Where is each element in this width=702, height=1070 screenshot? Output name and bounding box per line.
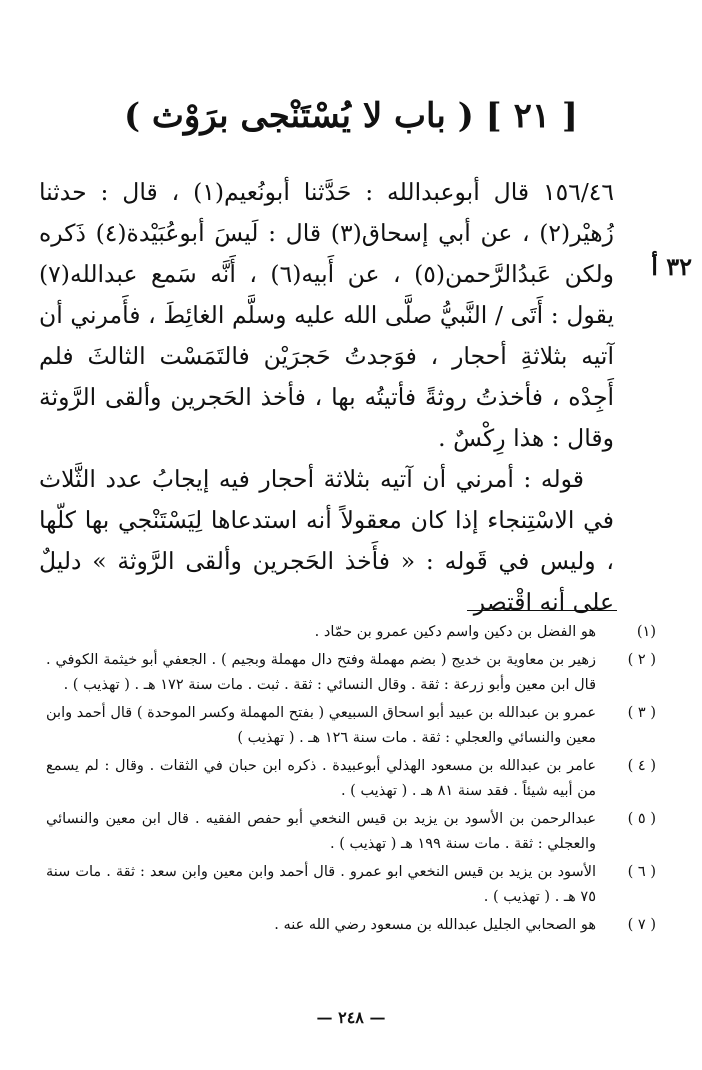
footnote: [46, 860, 656, 910]
footnote: [46, 913, 656, 938]
footnote-text: زهير بن معاوية بن خديج ( بضم مهملة وفتح دال مهملة وبجيم ) . الجعفي أبو خيثمة الكوفي . قال ابن معين وأبو زرعة : ثقة . وقال النسائي : ثقة . ثبت . مات سنة ١٧٢ هـ . ( تهذيب ) .: [46, 652, 596, 693]
footnote: [46, 648, 656, 698]
footnote-number: ( ٧ ): [627, 917, 656, 933]
margin-folio-note: ٣٢ أ: [651, 252, 692, 281]
footnote-number: ( ٣ ): [627, 705, 656, 721]
footnote-text: عمرو بن عبدالله بن عبيد أبو اسحاق السبيعي ( بفتح المهملة وكسر الموحدة ) قال أحمد وابن معين والنسائي والعجلي : ثقة . مات سنة ١٢٦ هـ . ( تهذيب ): [46, 705, 596, 746]
footnote: [46, 754, 656, 804]
footnotes: [46, 620, 656, 941]
main-text: [39, 172, 614, 623]
hadith-paragraph: ١٥٦/٤٦ قال أبوعبدالله : حَدَّثنا أبونُعيم(١) ، قال : حدثنا زُهيْر(٢) ، عن أبي إسحاق(٣) قال : لَيسَ أبوعُبَيْدة(٤) ذَكره ولكن عَبدُالرَّحمن(٥) ، عن أَبيه(٦) ، أَنَّه سَمع عبدالله(٧) يقول : أَتَى / النَّبيُّ صلَّى الله عليه وسلَّم الغائِطَ ، فأَمرني أن آتيه بثلاثةِ أحجار ، فوَجدتُ حَجرَيْن فالتَمَسْت الثالثَ فلم أَجِدْه ، فأخذتُ روثةً فأتيتُه بها ، فأخذ الحَجرين وألقى الرَّوثة وقال : هذا رِكْسٌ .: [39, 178, 614, 452]
footnote-text: هو الفضل بن دكين واسم دكين عمرو بن حمّاد .: [314, 624, 596, 640]
footnote-text: عبدالرحمن بن الأسود بن يزيد بن قيس النخعي أبو حفص الفقيه . قال ابن معين والنسائي والعجلي : ثقة . مات سنة ١٩٩ هـ ( تهذيب ) .: [46, 811, 596, 852]
footnote: [46, 620, 656, 645]
footnote-separator: [467, 610, 617, 611]
footnote-text: هو الصحابي الجليل عبدالله بن مسعود رضي الله عنه .: [274, 917, 596, 933]
footnote-number: ( ٦ ): [627, 864, 656, 880]
footnote: [46, 807, 656, 857]
footnote-number: ( ٥ ): [627, 811, 656, 827]
footnote-number: ( ٤ ): [627, 758, 656, 774]
footnote: [46, 701, 656, 751]
chapter-title: [ ٢١ ] ( باب لا يُسْتَنْجى برَوْث ): [123, 96, 579, 136]
footnote-number: (١): [636, 624, 656, 640]
footnote-text: عامر بن عبدالله بن مسعود الهذلي أبوعبيدة . ذكره ابن حبان في الثقات . وقال : لم يسمع من أبيه شيئاً . فقد سنة ٨١ هـ . ( تهذيب ) .: [46, 758, 596, 799]
commentary-paragraph: قوله : أمرني أن آتيه بثلاثة أحجار فيه إيجابُ عدد الثَّلاث في الاسْتِنجاء إذا كان معقولاً أنه استدعاها لِيَسْتَنْجي بها كلّها ، وليس في قَوله : « فأَخذ الحَجرين وألقى الرَّوثة » دليلٌ على أنه اقْتصر: [39, 465, 614, 616]
footnote-text: الأسود بن يزيد بن قيس النخعي ابو عمرو . قال أحمد وابن معين وابن سعد : ثقة . مات سنة ٧٥ هـ . ( تهذيب ) .: [46, 864, 596, 905]
page-number: — ٢٤٨ —: [316, 1008, 386, 1027]
footnote-number: ( ٢ ): [627, 652, 656, 668]
